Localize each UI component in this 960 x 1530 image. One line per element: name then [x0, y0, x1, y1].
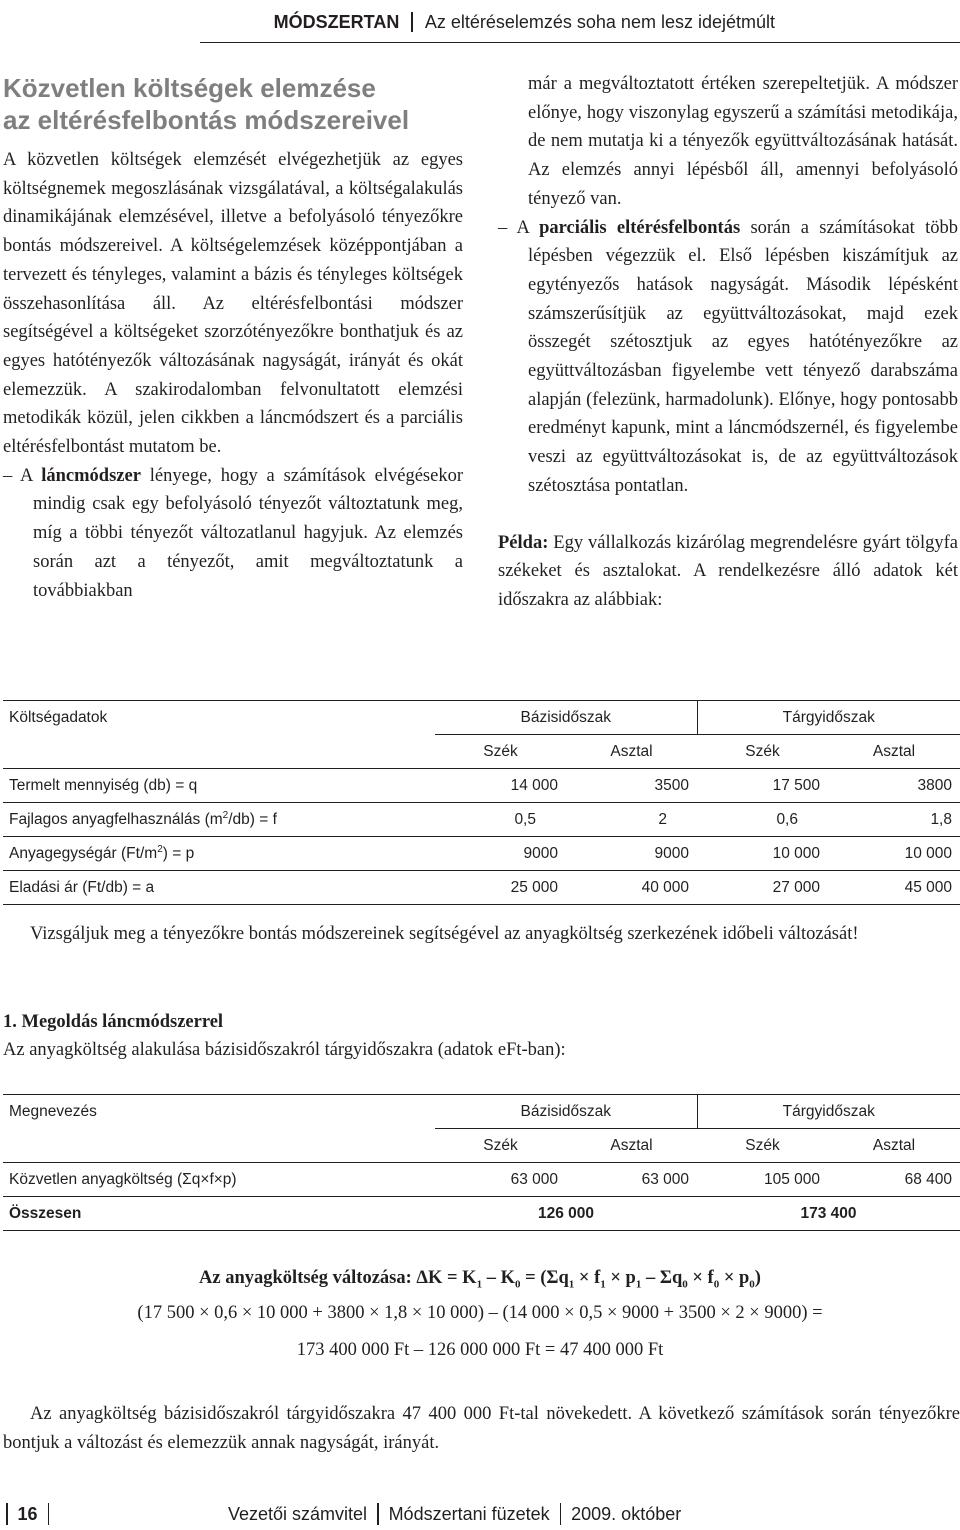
example-text: Egy vállalkozás kizárólag megrendelésre gyárt tölgyfa székeket és asztalokat. A rendelkezésre álló adatok két időszakra az alábbiak:	[498, 532, 958, 610]
material-cost-table	[3, 1094, 960, 1231]
table-subheader: Asztal	[566, 1129, 697, 1163]
calc-substitution: (17 500 × 0,6 × 10 000 + 3800 × 1,8 × 10 000) – (14 000 × 0,5 × 9000 + 3500 × 2 × 9000) =	[137, 1303, 823, 1323]
journal-name: Vezetői számvitel	[228, 1504, 368, 1524]
row-label-text: ) = p	[162, 845, 195, 863]
conclusion-paragraph: Az anyagköltség bázisidőszakról tárgyidőszakra 47 400 000 Ft-tal növekedett. A következő számítások során tényezőkre bontjuk a változást és elemezzük annak nagyságát, irányát.	[3, 1404, 960, 1453]
cost-data-table	[3, 700, 960, 905]
table-cell: 45 000	[828, 871, 960, 905]
table-header-label: Költségadatok	[3, 701, 435, 769]
table-cell: 0,5	[435, 803, 566, 837]
row-label-sup: 2	[157, 843, 163, 855]
row-label	[3, 803, 435, 837]
table-subheader: Szék	[435, 1129, 566, 1163]
row-label: Termelt mennyiség (db) = q	[3, 769, 435, 803]
table-cell: 10 000	[697, 837, 828, 871]
table-cell: 25 000	[435, 871, 566, 905]
table-subheader: Szék	[435, 735, 566, 769]
row-label-sup: 2	[222, 809, 229, 821]
table-cell: 68 400	[828, 1163, 960, 1197]
chain-method-term: láncmódszer	[41, 465, 141, 486]
chain-method-text: lényege, hogy a számítások elvégésekor mindig csak egy befolyásoló tényezőt változtatunk meg, míg a többi tényezőt változatlanul hagyjuk. Az elemzés során azt a tényezőt, amit megváltoztatunk a továbbiakban	[33, 465, 463, 601]
intro-paragraph: A közvetlen költségek elemzését elvégezhetjük az egyes költségnemek megoszlásának vizsgálatával, a költségalakulás dinamikájának elemzésével, illetve a befolyásoló tényezőkre bontás módszereivel. A költségelemzések középpontjában a tervezett és tényleges, valamint a bázis és tényleges költségek összehasonlítása áll. Az eltérésfelbontási módszer segítségével a költségeket szorzótényezőkre bonthatjuk és az egyes hatótényezők változásának nagyságát, irányát és okát elemezzük. A szakirodalomban felvonultatott elemzési metodikák közül, jelen cikkben a láncmódszert és a parciális eltérésfelbontást mutatom be.	[3, 150, 463, 458]
table-cell: 14 000	[435, 769, 566, 803]
example-label: Példa:	[498, 532, 549, 553]
table-row	[3, 871, 960, 905]
table-cell: 2	[566, 803, 697, 837]
footer-divider	[6, 1503, 8, 1525]
running-title: Az eltéréselemzés soha nem lesz idejétmúlt	[424, 12, 775, 32]
table-subheader: Asztal	[566, 735, 697, 769]
footer-page	[6, 1503, 59, 1525]
row-label: Eladási ár (Ft/db) = a	[3, 871, 435, 905]
row-label	[3, 837, 435, 871]
table-row	[3, 837, 960, 871]
partial-method-text: során a számításokat több lépésben végezzük el. Első lépésben kiszámítjuk az egytényezős hatások nagyságát. Második lépésként számszerűsítjük az együttváltozásokat, majd ezek összegét szétosztjuk az egyes hatótényezőkre az együttváltozásban figyelembe vett tényező darabszáma alapján (felezünk, harmadolunk). Előnye, hogy pontosabb eredményt kapunk, mint a láncmódszernél, és figyelembe veszi az együttváltozásokat is, de az együttváltozások szétosztása pontatlan.	[528, 217, 958, 496]
table-cell: 10 000	[828, 837, 960, 871]
table-header-target: Tárgyidőszak	[697, 1095, 960, 1129]
table-cell: 27 000	[697, 871, 828, 905]
page-footer	[0, 1500, 960, 1530]
page-number: 16	[17, 1504, 38, 1524]
chain-method-paragraph	[3, 462, 463, 606]
table-cell: 40 000	[566, 871, 697, 905]
issue-date: 2009. október	[571, 1504, 682, 1524]
table-subheader: Asztal	[828, 735, 960, 769]
table-row	[3, 1163, 960, 1197]
table-row	[3, 769, 960, 803]
footer-divider	[48, 1503, 50, 1525]
table-header-label: Megnevezés	[3, 1095, 435, 1163]
row-label: Közvetlen anyagköltség (Σq×f×p)	[3, 1163, 435, 1197]
series-name: Módszertani füzetek	[388, 1504, 550, 1524]
table-header-base: Bázisidőszak	[435, 1095, 697, 1129]
table-cell: 3800	[828, 769, 960, 803]
dash-prefix: – A	[498, 217, 540, 238]
table-subheader: Szék	[697, 735, 828, 769]
calc-formula-expr: $\Delta K = K_1 - K_0 = (\Sigma q_1 \times f_1 \times p_1 - \Sigma q_0 \times f_0 \times p_0)$	[416, 1268, 761, 1291]
table-cell: 63 000	[435, 1163, 566, 1197]
table-row	[3, 803, 960, 837]
total-label: Összesen	[3, 1197, 435, 1231]
calc-result: 173 400 000 Ft – 126 000 000 Ft = 47 400 000 Ft	[296, 1340, 664, 1360]
footer-divider	[377, 1503, 379, 1525]
partial-method-paragraph	[498, 214, 958, 501]
table-header-base: Bázisidőszak	[435, 701, 697, 735]
table-cell: 63 000	[566, 1163, 697, 1197]
row-label-text: Anyagegységár (Ft/m	[9, 845, 158, 863]
total-row	[3, 1197, 960, 1231]
footer-divider	[560, 1503, 562, 1525]
table-cell: 9000	[566, 837, 697, 871]
calc-label: Az anyagköltség változása:	[199, 1268, 412, 1288]
header-rule	[200, 42, 960, 43]
table-header-target: Tárgyidőszak	[697, 701, 960, 735]
article-title-line2: az eltérésfelbontás módszereivel	[3, 105, 410, 135]
total-base: 126 000	[435, 1197, 697, 1231]
total-target: 173 400	[697, 1197, 960, 1231]
table-cell: 105 000	[697, 1163, 828, 1197]
table-cell: 9000	[435, 837, 566, 871]
table-subheader: Szék	[697, 1129, 828, 1163]
page-header	[0, 0, 960, 44]
solution-subtitle: Az anyagköltség alakulása bázisidőszakról tárgyidőszakra (adatok eFt-ban):	[3, 1040, 566, 1060]
table-cell: 17 500	[697, 769, 828, 803]
table-cell: 1,8	[828, 803, 960, 837]
article-title	[3, 72, 463, 136]
solution-title: 1. Megoldás láncmódszerrel	[3, 1012, 224, 1032]
calc-formula	[0, 1268, 960, 1291]
row-label-text: /db) = f	[228, 811, 277, 829]
header-divider	[411, 12, 413, 32]
table-subheader: Asztal	[828, 1129, 960, 1163]
row-label-text: Fajlagos anyagfelhasználás (m	[9, 811, 223, 829]
table-cell: 0,6	[697, 803, 828, 837]
chain-method-continued: már a megváltoztatott értéken szerepeltetjük. A módszer előnye, hogy viszonylag egyszerű a számítási metodikája, de nem mutatja ki a tényezők együttváltozásának hatását. Az elemzés annyi lépésből áll, amennyi befolyásoló tényező van.	[528, 74, 958, 209]
left-column	[3, 146, 463, 605]
table-cell: 3500	[566, 769, 697, 803]
task-paragraph: Vizsgáljuk meg a tényezőkre bontás módszereinek segítségével az anyagköltség szerkezének időbeli változását!	[30, 924, 859, 944]
dash-prefix: – A	[3, 465, 42, 486]
running-head	[274, 12, 775, 33]
section-kicker: MÓDSZERTAN	[273, 12, 400, 32]
example-paragraph	[498, 529, 958, 615]
article-title-line1: Közvetlen költségek elemzése	[3, 73, 376, 103]
footer-meta	[228, 1503, 681, 1525]
partial-method-term: parciális eltérésfelbontás	[539, 217, 741, 238]
right-column	[498, 70, 958, 615]
